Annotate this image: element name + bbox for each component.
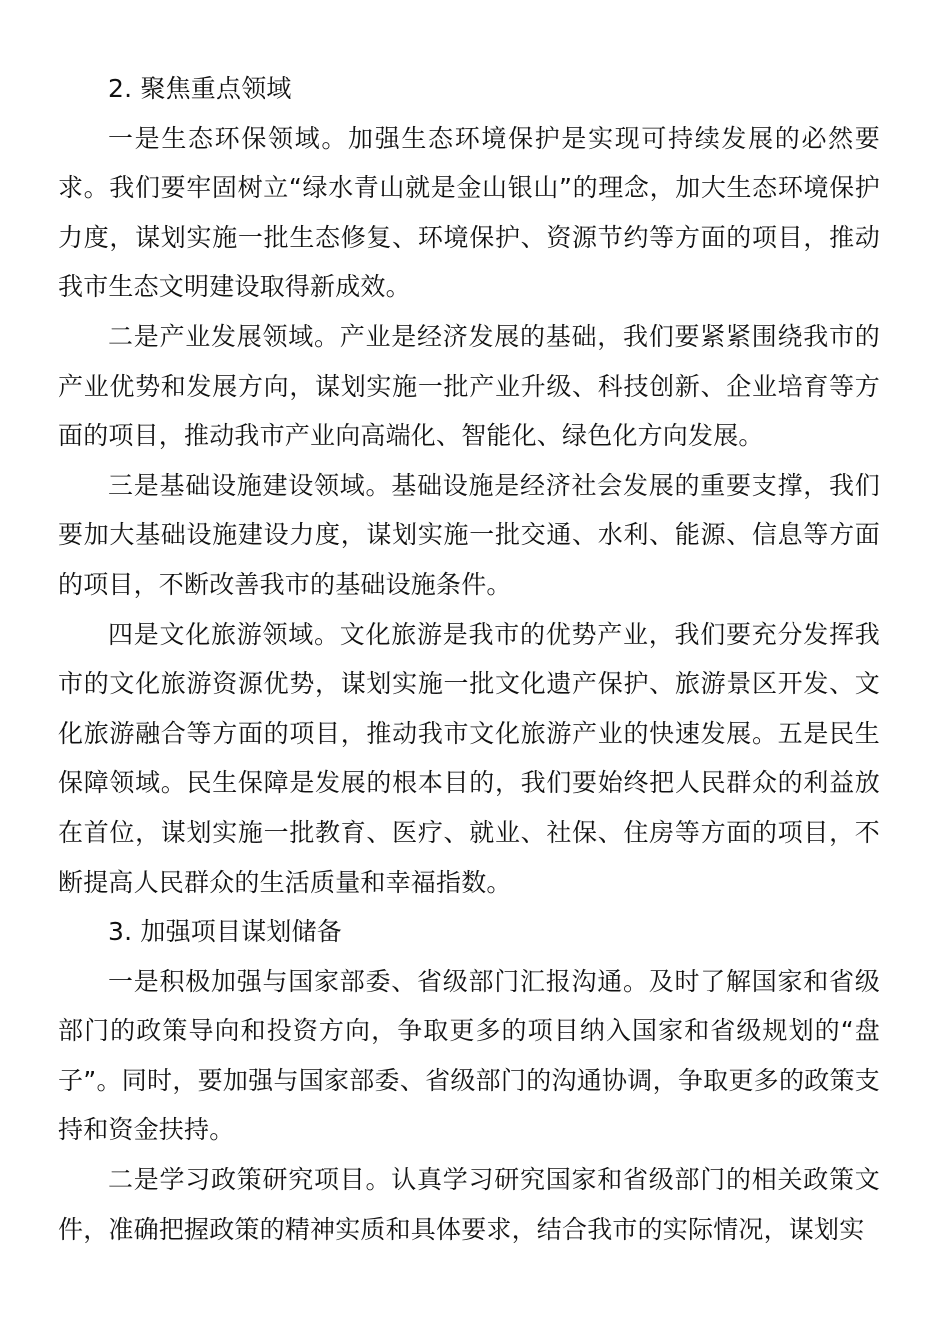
section-heading-focus-areas: 2. 聚焦重点领域 — [108, 74, 292, 103]
paragraph-infrastructure: 三是基础设施建设领域。基础设施是经济社会发展的重要支撑，我们要加大基础设施建设力度，谋划实施一批交通、水利、能源、信息等方面的项目，不断改善我市的基础设施条件。 — [58, 470, 880, 599]
paragraph-industry: 二是产业发展领域。产业是经济发展的基础，我们要紧紧围绕我市的产业优势和发展方向，谋划实施一批产业升级、科技创新、企业培育等方面的项目，推动我市产业向高端化、智能化、绿色化方向发展。 — [58, 321, 880, 451]
paragraph-culture-tourism: 四是文化旅游领域。文化旅游是我市的优势产业，我们要充分发挥我市的文化旅游资源优势，谋划实施一批文化遗产保护、旅游景区开发、文化旅游融合等方面的项目，推动我市文化旅游产业的快速发展。五是民生保障领域。民生保障是发展的根本目的，我们要始终把人民群众的利益放在首位，谋划实施一批教育、医疗、就业、社保、住房等方面的项目，不断提高人民群众的生活质量和幸福指数。 — [58, 619, 880, 897]
section-heading-project-planning: 3. 加强项目谋划储备 — [108, 917, 343, 947]
paragraph-communication: 一是积极加强与国家部委、省级部门汇报沟通。及时了解国家和省级部门的政策导向和投资方向，争取更多的项目纳入国家和省级规划的“盘子”。同时，要加强与国家部委、省级部门的沟通协调，争取更多的政策支持和资金扶持。 — [58, 966, 880, 1145]
paragraph-ecology: 一是生态环保领域。加强生态环境保护是实现可持续发展的必然要求。我们要牢固树立“绿水青山就是金山银山”的理念，加大生态环境保护力度，谋划实施一批生态修复、环境保护、资源节约等方面的项目，推动我市生态文明建设取得新成效。 — [58, 123, 880, 302]
paragraph-policy-study: 二是学习政策研究项目。认真学习研究国家和省级部门的相关政策文件，准确把握政策的精神实质和具体要求，结合我市的实际情况，谋划实 — [58, 1165, 880, 1244]
document-page — [58, 64, 880, 1254]
